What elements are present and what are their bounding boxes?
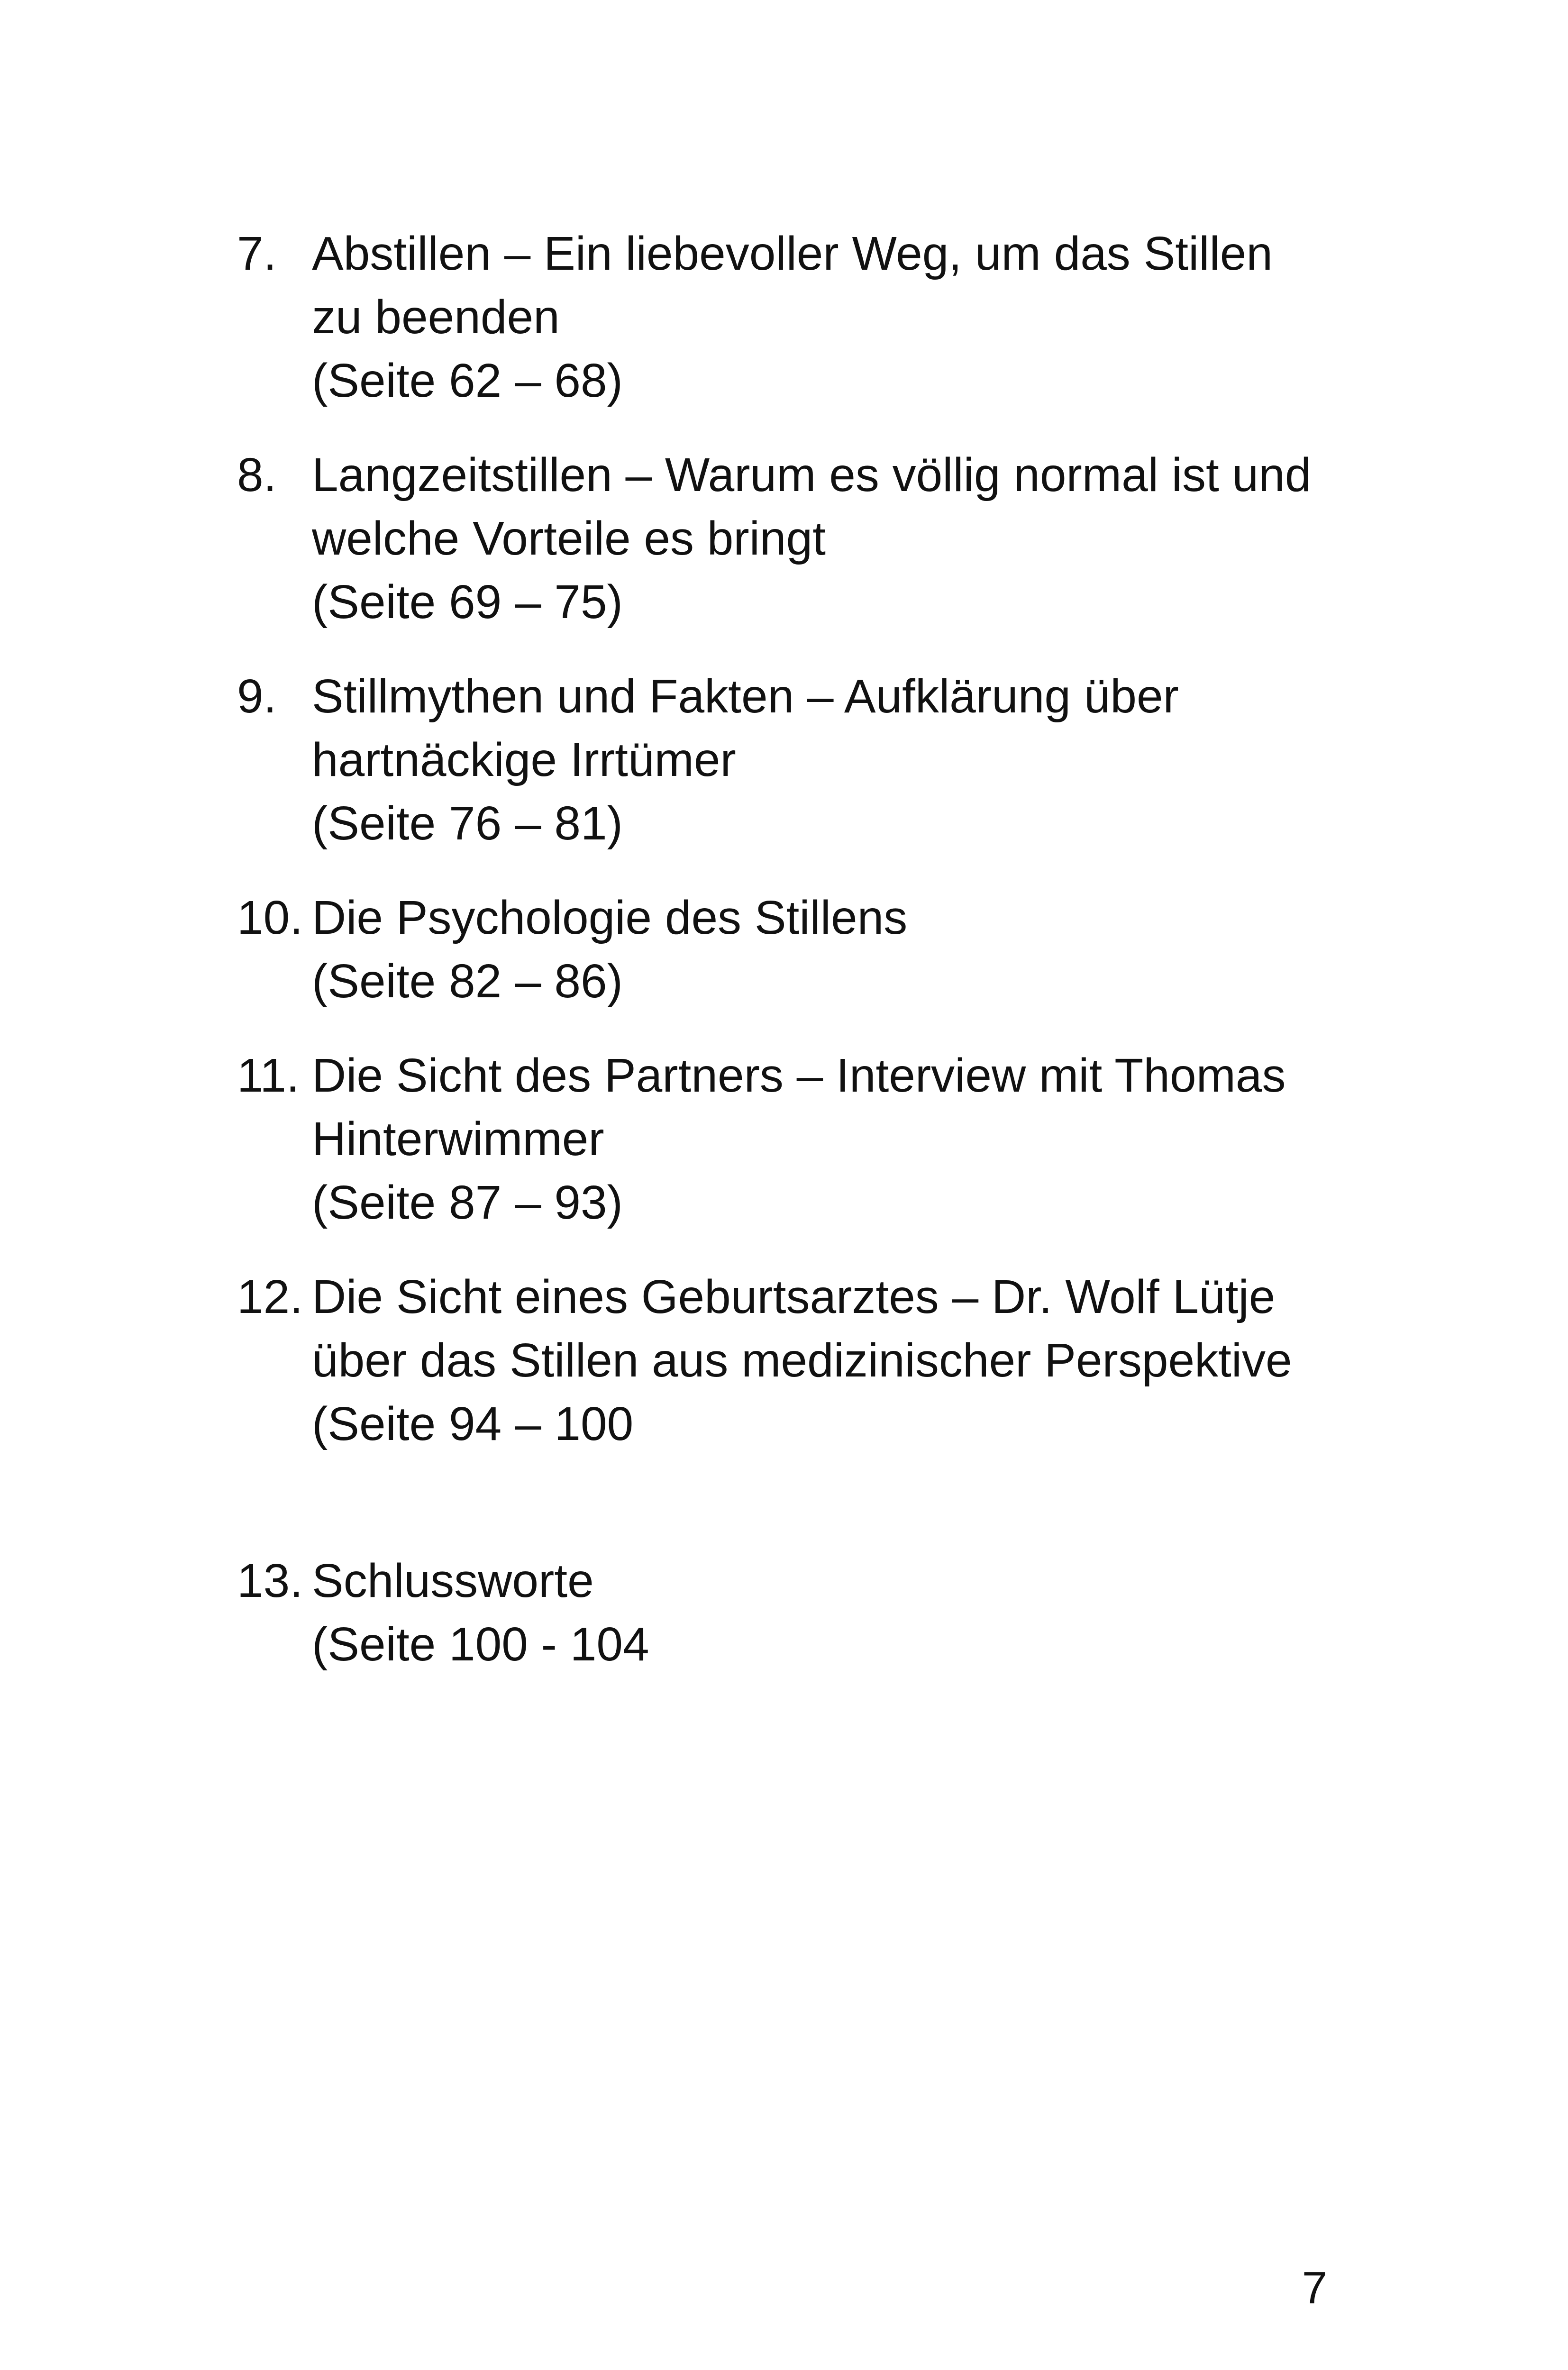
toc-entry-number: 7.	[237, 227, 277, 280]
toc-entry-title-line: Die Sicht des Partners – Interview mit Thomas	[312, 1049, 1286, 1102]
toc-entry-number: 9.	[237, 670, 277, 723]
toc-entry-body	[312, 886, 1355, 1013]
toc-entry-title-line: Die Sicht eines Geburtsarztes – Dr. Wolf Lütje	[312, 1270, 1276, 1323]
toc-entry-title-line: hartnäckige Irrtümer	[312, 733, 736, 786]
toc-entry-pages: (Seite 69 – 75)	[312, 575, 623, 629]
toc-entry-number: 12.	[237, 1270, 303, 1323]
toc-entry-pages: (Seite 87 – 93)	[312, 1176, 623, 1229]
toc-entry-number: 13.	[237, 1554, 303, 1607]
toc-entry-title-line: über das Stillen aus medizinischer Perspektive	[312, 1334, 1292, 1387]
toc-entry-body	[312, 443, 1355, 634]
toc-entry-body	[312, 1044, 1355, 1234]
page-number: 7	[1302, 2262, 1327, 2313]
toc-entry-body	[312, 1549, 1355, 1676]
toc-entry-pages: (Seite 82 – 86)	[312, 955, 623, 1008]
toc-entry-title-line: Stillmythen und Fakten – Aufklärung über	[312, 670, 1179, 723]
toc-entry-title-line: Die Psychologie des Stillens	[312, 891, 908, 944]
toc-entry-number: 11.	[237, 1049, 300, 1102]
toc-entry-title-line: Abstillen – Ein liebevoller Weg, um das Stillen	[312, 227, 1273, 280]
toc-entry-body	[312, 665, 1355, 855]
toc-entry-title-line: Hinterwimmer	[312, 1112, 604, 1166]
toc-entry-body	[312, 1265, 1355, 1456]
toc-entry-title-line: zu beenden	[312, 291, 560, 344]
toc-entry-pages: (Seite 62 – 68)	[312, 354, 623, 407]
toc-entry-pages: (Seite 100 - 104	[312, 1618, 649, 1671]
toc-entry-number: 8.	[237, 448, 277, 501]
toc-entry-pages: (Seite 94 – 100	[312, 1397, 634, 1450]
toc-entry-title-line: Schlussworte	[312, 1554, 594, 1607]
toc-entry-body	[312, 222, 1355, 412]
toc-entry-title-line: Langzeitstillen – Warum es völlig normal ist und	[312, 448, 1312, 501]
toc-entry-number: 10.	[237, 891, 303, 944]
toc-entry-pages: (Seite 76 – 81)	[312, 797, 623, 850]
toc-entry-title-line: welche Vorteile es bringt	[312, 512, 826, 565]
